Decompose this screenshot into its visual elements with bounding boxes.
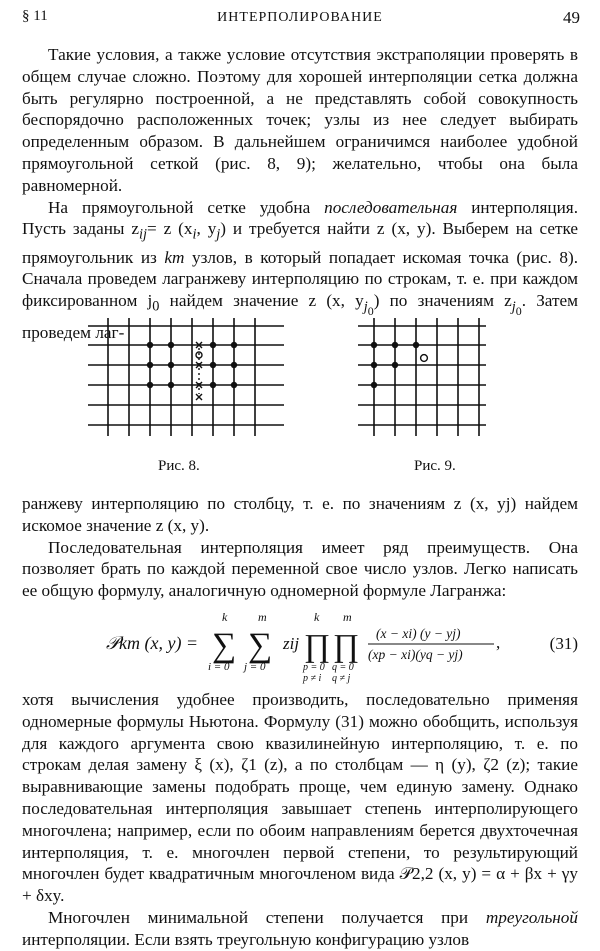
paragraph-6: Многочлен минимальной степени получается при треугольной интерполяции. Если взять треугольную конфигурацию узлов [22,907,578,949]
sum-1-sign: ∑ [212,627,237,664]
paragraph-5: хотя вычисления удобнее производить, последовательно применяя одномерные формулы Ньютона. Формулу (31) можно обобщить, используя для каждого аргумента свою квазилинейную интерполяцию, т. е. по строкам делая замену ξ (x), ζ1 (z), а по столбцам — η (y), ζ2 (z); такие выравнивающие замены подобрать проще, чем единую замену. Однако последовательная интерполяция завышает степень интерполирующего многочлена; например, если по обоим направлениям берется двухточечная интерполяция, т. е. многочлен первой степени, то результирующий многочлен будет квадратичным многочленом вида 𝒫2,2 (x, y) = α + βx + γy + δxy. [22,690,578,906]
prod-1-sign: ∏ [304,627,331,663]
formula-31 [22,608,578,688]
paragraph-2: На прямоугольной сетке удобна последовательная интерполяция. Пусть заданы $z_{ij}= z$ ($x_i$, $y_j$) и требуется найти z (x, y). Выберем на сетке прямоугольник из km узлов, в который попадает искомая точка (рис. 8). Сначала проведем лагранжеву интерполяцию по строкам, т. е. при каждом фиксированном $j_0$ найдем значение z (x, $y_{j_0}$) по значениям $z_{j_0}$. Затем проведем лаг- [22,197,579,343]
sum-2-upper: m [258,610,267,624]
text-block-top [22,44,578,344]
prod-1-upper: k [314,610,320,624]
figure-9-grid [358,318,488,438]
prod-1-lower-b: p ≠ i [303,673,322,684]
emphasis-triangular: треугольной [485,907,578,927]
term-zij: zij [283,634,300,653]
prod-2-upper: m [343,610,352,624]
fraction-numerator: (x − xi) (y − yj) [376,626,461,641]
grid-lines [358,318,486,436]
prod-2-lower-b: q ≠ j [332,673,351,684]
prod-2-lower-a: q = 0 [332,662,354,673]
formula-comma: , [496,633,501,652]
figure-9-caption: Рис. 9. [414,458,456,474]
formula-number: (31) [549,634,578,653]
figure-8-caption: Рис. 8. [158,458,200,474]
prod-1-lower-a: p = 0 [303,662,325,673]
running-title: ИНТЕРПОЛИРОВАНИЕ [217,10,383,25]
emphasis-sequential: последовательная [324,197,458,217]
fraction-denominator: (xp − xi)(yq − yj) [368,647,463,662]
sum-1-lower: i = 0 [208,661,230,673]
sum-2-sign: ∑ [248,627,273,664]
page-header [0,8,600,32]
section-number: § 11 [22,8,48,24]
page-number: 49 [563,8,580,27]
sum-2-lower: j = 0 [244,661,266,673]
text-block-bottom [22,689,578,951]
text-block-middle [22,493,578,602]
figure-8-grid [86,318,286,438]
target-point [421,355,428,362]
interpolation-marks [196,342,202,400]
paragraph-3: ранжеву интерполяцию по столбцу, т. е. по значениям z (x, yj) найдем искомое значение z (x, y). [22,494,578,535]
sum-1-upper: k [222,610,228,624]
prod-2-sign: ∏ [333,627,360,663]
grid-lines [88,318,284,436]
formula-lhs: 𝒫km (x, y) = [106,633,199,653]
paragraph-4: Последовательная интерполяция имеет ряд преимуществ. Она позволяет брать по каждой переменной свое число узлов. Легко написать ее общую формулу, аналогичную одномерной формуле Лагранжа: [22,537,578,601]
paragraph-1: Такие условия, а также условие отсутствия экстраполяции проверять в общем случае сложно. Поэтому для хорошей интерполяции сетка должна быть регулярно построенной, а не представлять собой совокупность беспорядочно расположенных точек; узлы из нее следует выбирать определенным образом. В дальнейшем ограничимся наиболее удобной прямоугольной сеткой (рис. 8, 9); желательно, чтобы она была равномерной. [22,45,578,195]
